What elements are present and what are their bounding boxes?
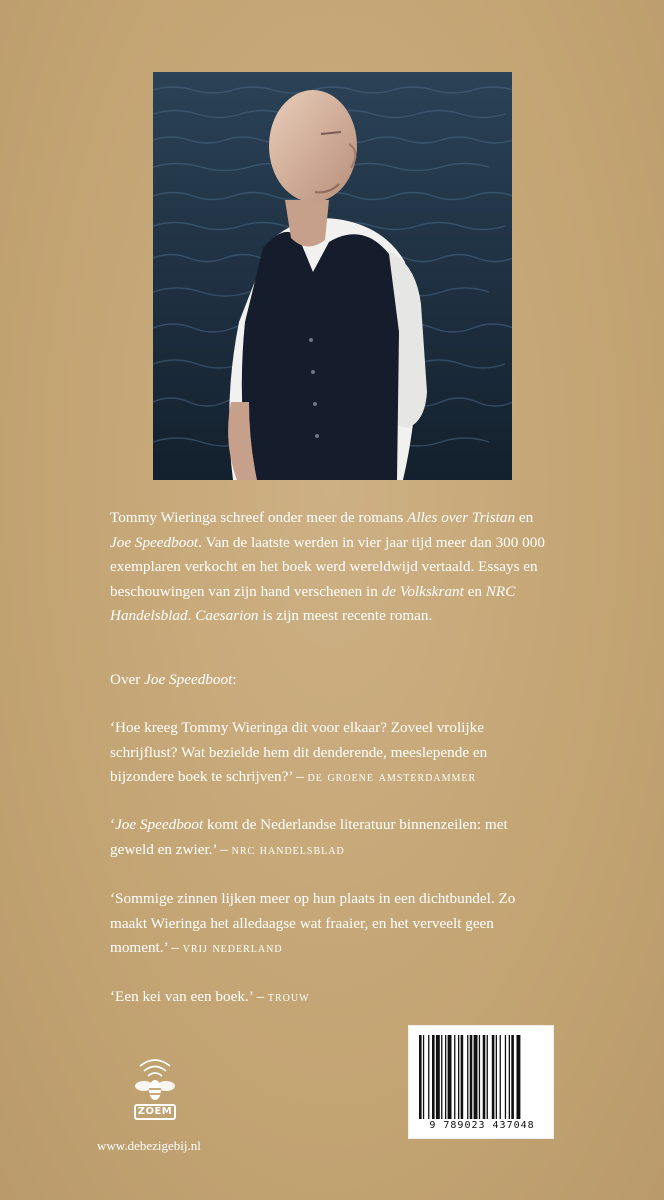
barcode xyxy=(408,1025,554,1139)
review-quote xyxy=(110,813,550,862)
title-joe-speedboot: Joe Speedboot xyxy=(110,533,199,551)
bio-text: Tommy Wieringa schreef onder meer de romans xyxy=(110,509,408,526)
reviews-heading-prefix: Over xyxy=(110,671,145,688)
bio-text: is zijn meest recente roman. xyxy=(258,607,433,624)
quote-text: komt de Nederlandse literatuur binnenzeilen: met geweld en zwier.’ – xyxy=(110,816,508,858)
title-caesarion: Caesarion xyxy=(195,607,259,624)
bio-text: . xyxy=(187,607,196,624)
review-quote xyxy=(110,716,550,790)
quote-source: nrc handelsblad xyxy=(231,841,345,858)
title-alles-over-tristan: Alles over Tristan xyxy=(407,509,516,526)
publisher-website[interactable]: www.debezigebij.nl xyxy=(97,1138,201,1153)
quote-text: ‘Een kei van een boek.’ – xyxy=(110,988,268,1005)
review-quote xyxy=(110,887,550,961)
publisher-logo xyxy=(130,1052,180,1124)
barcode-number: 9 789023 437048 xyxy=(429,1120,535,1131)
reviews-heading-title: Joe Speedboot xyxy=(144,671,233,688)
reviews-heading xyxy=(110,668,550,693)
quote-source: de groene amsterdammer xyxy=(307,769,477,785)
quote-source: vrij nederland xyxy=(182,940,283,956)
title-volkskrant: de Volkskrant xyxy=(381,582,464,600)
reviews-heading-suffix: : xyxy=(232,671,237,688)
quote-text: ‘Sommige zinnen lijken meer op hun plaats in een dichtbundel. Zo maakt Wieringa het alledaagse wat fraaier, en het verveelt geen moment.’ – xyxy=(110,890,516,956)
logo-text: ZOEM xyxy=(134,1104,176,1120)
barcode-bars xyxy=(419,1035,545,1119)
author-bio xyxy=(110,506,550,629)
bio-text: en xyxy=(515,509,534,526)
author-photo xyxy=(153,72,512,480)
review-quote xyxy=(110,985,550,1010)
quote-open: ‘ xyxy=(110,816,116,833)
quote-text: ‘Hoe kreeg Tommy Wieringa dit voor elkaar? Zoveel vrolijke schrijflust? Wat bezielde hem dit denderende, meeslepende en bijzondere boek te schrijven?’ – xyxy=(110,719,488,785)
bio-text: en xyxy=(463,582,486,600)
bio-text: . Van de laatste werden in vier jaar tijd meer dan 300 000 exemplaren verkocht en het boek werd wereldwijd vertaald. Essays en beschouwingen van zijn hand verschenen in xyxy=(110,533,545,600)
quote-source: trouw xyxy=(267,989,310,1005)
title-nrc: NRC Handelsblad xyxy=(110,582,516,624)
bee-icon xyxy=(130,1052,180,1104)
quote-title: Joe Speedboot xyxy=(115,816,204,833)
